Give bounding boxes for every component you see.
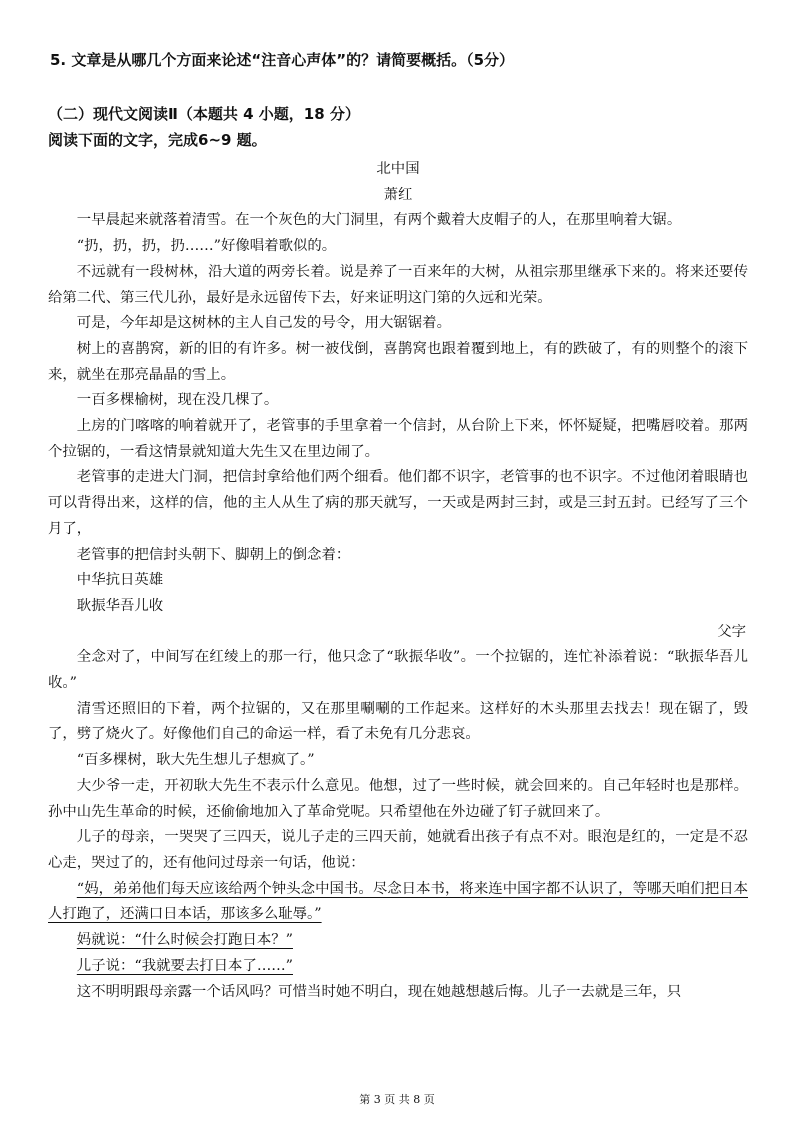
article-author: 萧红 (383, 186, 413, 203)
underlined-paragraph (48, 928, 748, 954)
article (48, 157, 748, 1005)
paragraph: 老管事的把信封头朝下、脚朝上的倒念着： (76, 546, 351, 563)
letter-line: 中华抗日英雄 (76, 572, 164, 589)
paragraph: 树上的喜鹊窝，新的旧的有许多。树一被伐倒，喜鹊窝也跟着覆到地上，有的跌破了，有的则整个的滚下来，就坐在那亮晶晶的雪上。 (48, 340, 748, 383)
letter-line: 耿振华吾儿收 (76, 597, 164, 614)
underlined-text: 妈就说：“什么时候会打跑日本？” (76, 932, 293, 949)
paragraph: 上房的门喀喀的响着就开了，老管事的手里拿着一个信封，从台阶上下来，怀怀疑疑，把嘴唇咬着。那两个拉锯的，一看这情景就知道大先生又在里边闹了。 (48, 418, 748, 460)
page-footer: 第 3 页 共 8 页 (359, 1093, 435, 1106)
paragraph: 儿子的母亲，一哭哭了三四天，说儿子走的三四天前，她就看出孩子有点不对。眼泡是红的，一定是不忍心走，哭过了的，还有他问过母亲一句话，他说： (48, 829, 748, 871)
underlined-paragraph (48, 877, 748, 928)
paragraph: 这不明明跟母亲露一个话风吗？可惜当时她不明白，现在她越想越后悔。儿子一去就是三年，只 (76, 983, 682, 1000)
paragraph: 老管事的走进大门洞，把信封拿给他们两个细看。他们都不识字，老管事的也不识字。不过他闭着眼睛也可以背得出来，这样的信，他的主人从生了病的那天就写，一天或是两封三封，或是三封五封。已经写了三个月了， (48, 469, 748, 537)
section-instruction: 阅读下面的文字，完成6~9 题。 (48, 131, 267, 149)
paragraph: 可是，今年却是这树林的主人自己发的号令，用大锯锯着。 (76, 315, 451, 332)
paragraph: 不远就有一段树林，沿大道的两旁长着。说是养了一百来年的大树，从祖宗那里继承下来的。将来还要传给第二代、第三代儿孙，最好是永远留传下去，好来证明这门第的久远和光荣。 (48, 263, 748, 306)
paragraph: 大少爷一走，开初耿大先生不表示什么意见。他想，过了一些时候，就会回来的。自己年轻时也是那样。孙中山先生革命的时候，还偷偷地加入了革命党呢。只希望他在外边碰了钉子就回来了。 (48, 777, 748, 820)
underlined-text: “妈，弟弟他们每天应该给两个钟头念中国书。尽念日本书，将来连中国字都不认识了，等哪天咱们把日本人打跑了，还满口日本话，那该多么耻辱。” (48, 880, 748, 923)
underlined-paragraph (48, 954, 748, 980)
paragraph: 清雪还照旧的下着，两个拉锯的，又在那里唰唰的工作起来。这样好的木头那里去找去！现在锯了，毁了，劈了烧火了。好像他们自己的命运一样，看了未免有几分悲哀。 (48, 700, 748, 743)
paragraph: 全念对了，中间写在红绫上的那一行，他只念了“耿振华收”。一个拉锯的，连忙补添着说：“耿振华吾儿收。” (48, 649, 748, 692)
article-title: 北中国 (376, 161, 420, 177)
paragraph: “百多棵树，耿大先生想儿子想疯了。” (76, 752, 315, 769)
letter-signature: 父字 (717, 623, 746, 640)
paragraph: 一百多棵榆树，现在没几棵了。 (76, 392, 279, 409)
paragraph: “扔，扔，扔，扔……”好像唱着歌似的。 (76, 238, 337, 255)
section-title: （二）现代文阅读Ⅱ（本题共 4 小题，18 分） (48, 105, 360, 123)
paragraph: 一早晨起来就落着清雪。在一个灰色的大门洞里，有两个戴着大皮帽子的人，在那里响着大锯。 (76, 212, 682, 229)
question-5: 5. 文章是从哪几个方面来论述“注音心声体”的？请简要概括。（5分） (50, 51, 515, 69)
underlined-text: 儿子说：“我就要去打日本了……” (76, 957, 293, 974)
